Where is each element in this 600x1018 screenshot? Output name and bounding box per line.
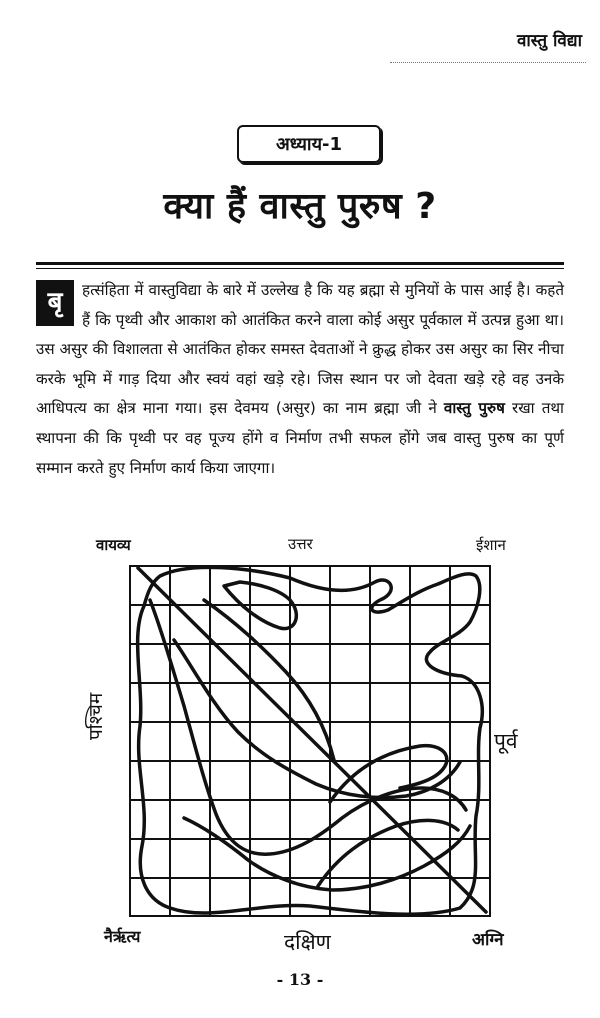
direction-west: पश्चिम <box>85 692 107 740</box>
direction-south-west: नैर्ऋत्य <box>104 927 141 946</box>
page-number: - 13 - <box>276 970 324 989</box>
direction-north-west: वायव्य <box>96 536 131 554</box>
direction-north: उत्तर <box>288 535 313 553</box>
body-paragraph <box>36 276 564 483</box>
direction-south: दक्षिण <box>284 930 331 954</box>
title-rule-thick <box>36 262 564 265</box>
running-head: वास्तु विद्या <box>516 31 582 51</box>
vastu-purush-mandala <box>120 556 500 926</box>
purush-figure-outline <box>138 567 486 914</box>
direction-south-east: अग्नि <box>472 930 504 950</box>
title-rule-thin <box>36 268 564 269</box>
direction-east: पूर्व <box>494 729 518 753</box>
paragraph-text-1: हत्संहिता में वास्तुविद्या के बारे में उल्लेख है कि यह ब्रह्मा से मुनियों के पास आई है। कहते हैं कि पृथ्वी और आकाश को आतंकित करने वाला कोई असुर पूर्वकाल में उत्पन्न हुआ था। उस असुर की विशालता से आतंकित होकर समस्त देवताओं ने क्रुद्ध होकर उस असुर का सिर नीचा करके भूमि में गाड़ दिया और स्वयं वहां खड़े रहे। जिस स्थान पर जो देवता खड़े रहे वह उनके आधिपत्य का क्षेत्र माना गया। इस देवमय (असुर) का नाम ब्रह्मा जी ने <box>36 281 564 418</box>
dropcap: बृ <box>36 280 74 326</box>
direction-north-east: ईशान <box>476 536 506 554</box>
chapter-label: अध्याय-1 <box>237 125 381 163</box>
page-title: क्या हैं वास्तु पुरुष ? <box>163 186 437 227</box>
paragraph-bold-phrase: वास्तु पुरुष <box>443 399 505 418</box>
paragraph-text-2: रखा तथा स्थापना की कि पृथ्वी पर वह पूज्य होंगे व निर्माण तभी सफल होंगे जब वास्तु पुरुष का पूर्ण सम्मान करते हुए निर्माण कार्य किया जाएगा। <box>36 399 564 477</box>
header-divider <box>390 62 586 63</box>
